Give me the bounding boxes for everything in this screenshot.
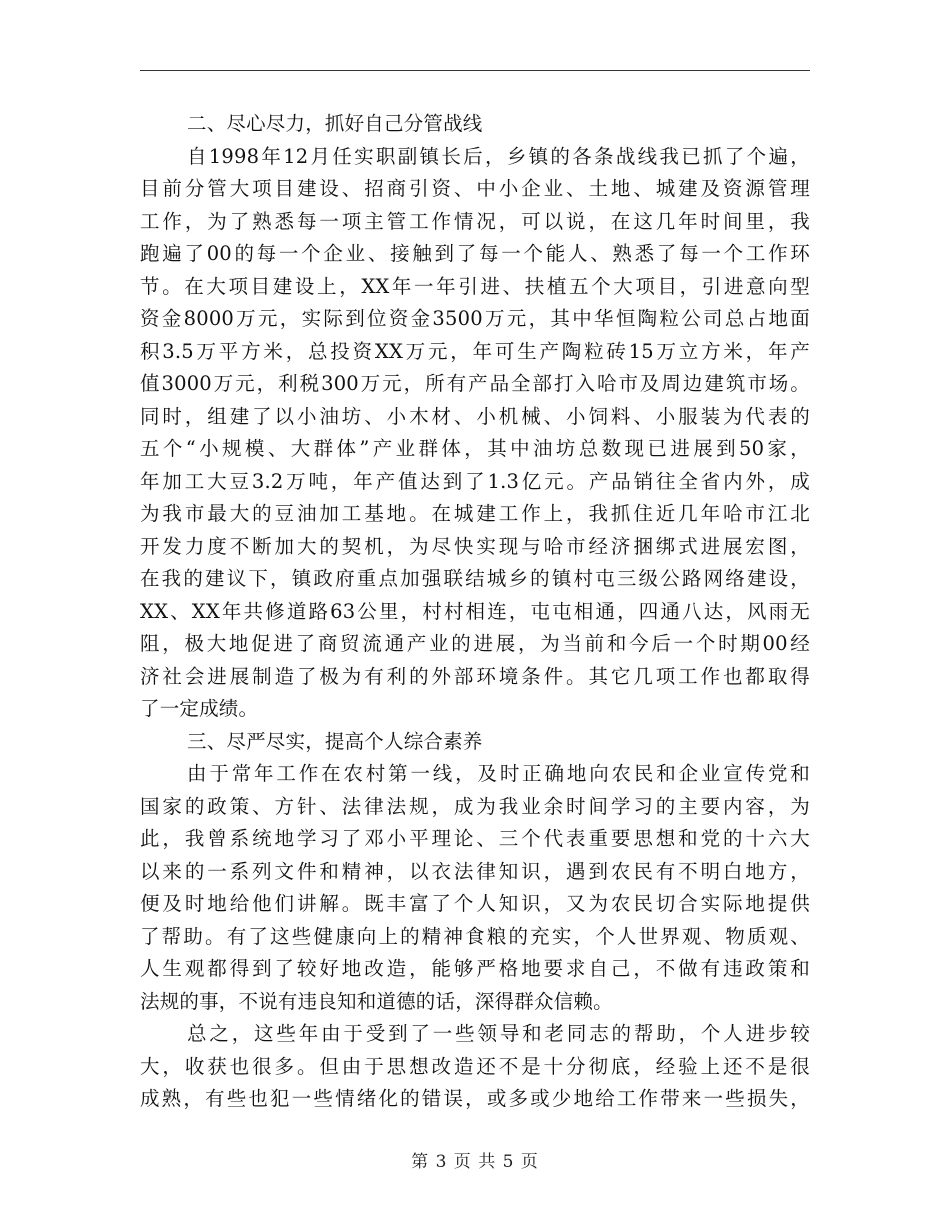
text-line: 年加工大豆3.2万吨，年产值达到了1.3亿元。产品销往全省内外，成 [140,469,810,493]
text-line: 自1998年12月任实职副镇长后，乡镇的各条战线我已抓了个遍， [187,144,810,168]
text-line: 以来的一系列文件和精神，以衣法律知识，遇到农民有不明白地方， [140,859,810,883]
text-line: 法规的事，不说有违良知和道德的话，深得群众信赖。 [140,989,613,1013]
text-line: 济社会进展制造了极为有利的外部环境条件。其它几项工作也都取得 [140,664,810,688]
text-line: 开发力度不断加大的契机，为尽快实现与哈市经济捆绑式进展宏图， [140,534,810,558]
text-line: 了一定成绩。 [140,697,259,720]
text-line: 五个“小规模、大群体”产业群体，其中油坊总数现已进展到50家， [140,437,810,460]
text-line: 阻，极大地促进了商贸流通产业的进展，为当前和今后一个时期00经 [140,632,810,655]
text-line: 在我的建议下，镇政府重点加强联结城乡的镇村屯三级公路网络建设， [140,567,810,590]
text-line: 工作，为了熟悉每一项主管工作情况，可以说，在这几年时间里，我 [140,209,810,233]
text-line: 成熟，有些也犯一些情绪化的错误，或多或少地给工作带来一些损失， [140,1087,810,1110]
text-line: 为我市最大的豆油加工基地。在城建工作上，我抓住近几年哈市江北 [140,502,810,525]
header-rule [140,70,810,71]
text-line: 国家的政策、方针、法律法规，成为我业余时间学习的主要内容，为 [140,794,810,818]
text-line: XX、XX年共修道路63公里，村村相连，屯屯相通，四通八达，风雨无 [140,599,810,623]
text-line: 由于常年工作在农村第一线，及时正确地向农民和企业宣传党和 [187,762,810,785]
document-body [140,108,810,1116]
text-line: 资金8000万元，实际到位资金3500万元，其中华恒陶粒公司总占地面 [140,307,810,330]
text-line: 此，我曾系统地学习了邓小平理论、三个代表重要思想和党的十六大 [140,827,810,850]
text-line: 三、尽严尽实，提高个人综合素养 [187,729,483,753]
page-number-footer: 第 3 页 共 5 页 [411,1152,539,1172]
text-line: 二、尽心尽力，抓好自己分管战线 [187,112,483,135]
text-line: 目前分管大项目建设、招商引资、中小企业、土地、城建及资源管理 [140,177,810,200]
text-line: 积3.5万平方米，总投资XX万元，年可生产陶粒砖15万立方米，年产 [140,339,810,363]
text-line: 同时，组建了以小油坊、小木材、小机械、小饲料、小服装为代表的 [140,404,810,428]
text-line: 人生观都得到了较好地改造，能够严格地要求自己，不做有违政策和 [140,957,810,980]
text-line: 节。在大项目建设上，XX年一年引进、扶植五个大项目，引进意向型 [140,274,810,298]
text-line: 大，收获也很多。但由于思想改造还不是十分彻底，经验上还不是很 [140,1054,810,1078]
text-line: 总之，这些年由于受到了一些领导和老同志的帮助，个人进步较 [187,1022,810,1045]
text-line: 跑遍了00的每一个企业、接触到了每一个能人、熟悉了每一个工作环 [140,242,810,265]
text-line: 值3000万元，利税300万元，所有产品全部打入哈市及周边建筑市场。 [140,372,810,395]
text-line: 了帮助。有了这些健康向上的精神食粮的充实，个人世界观、物质观、 [140,924,810,948]
text-line: 便及时地给他们讲解。既丰富了个人知识，又为农民切合实际地提供 [140,892,810,915]
